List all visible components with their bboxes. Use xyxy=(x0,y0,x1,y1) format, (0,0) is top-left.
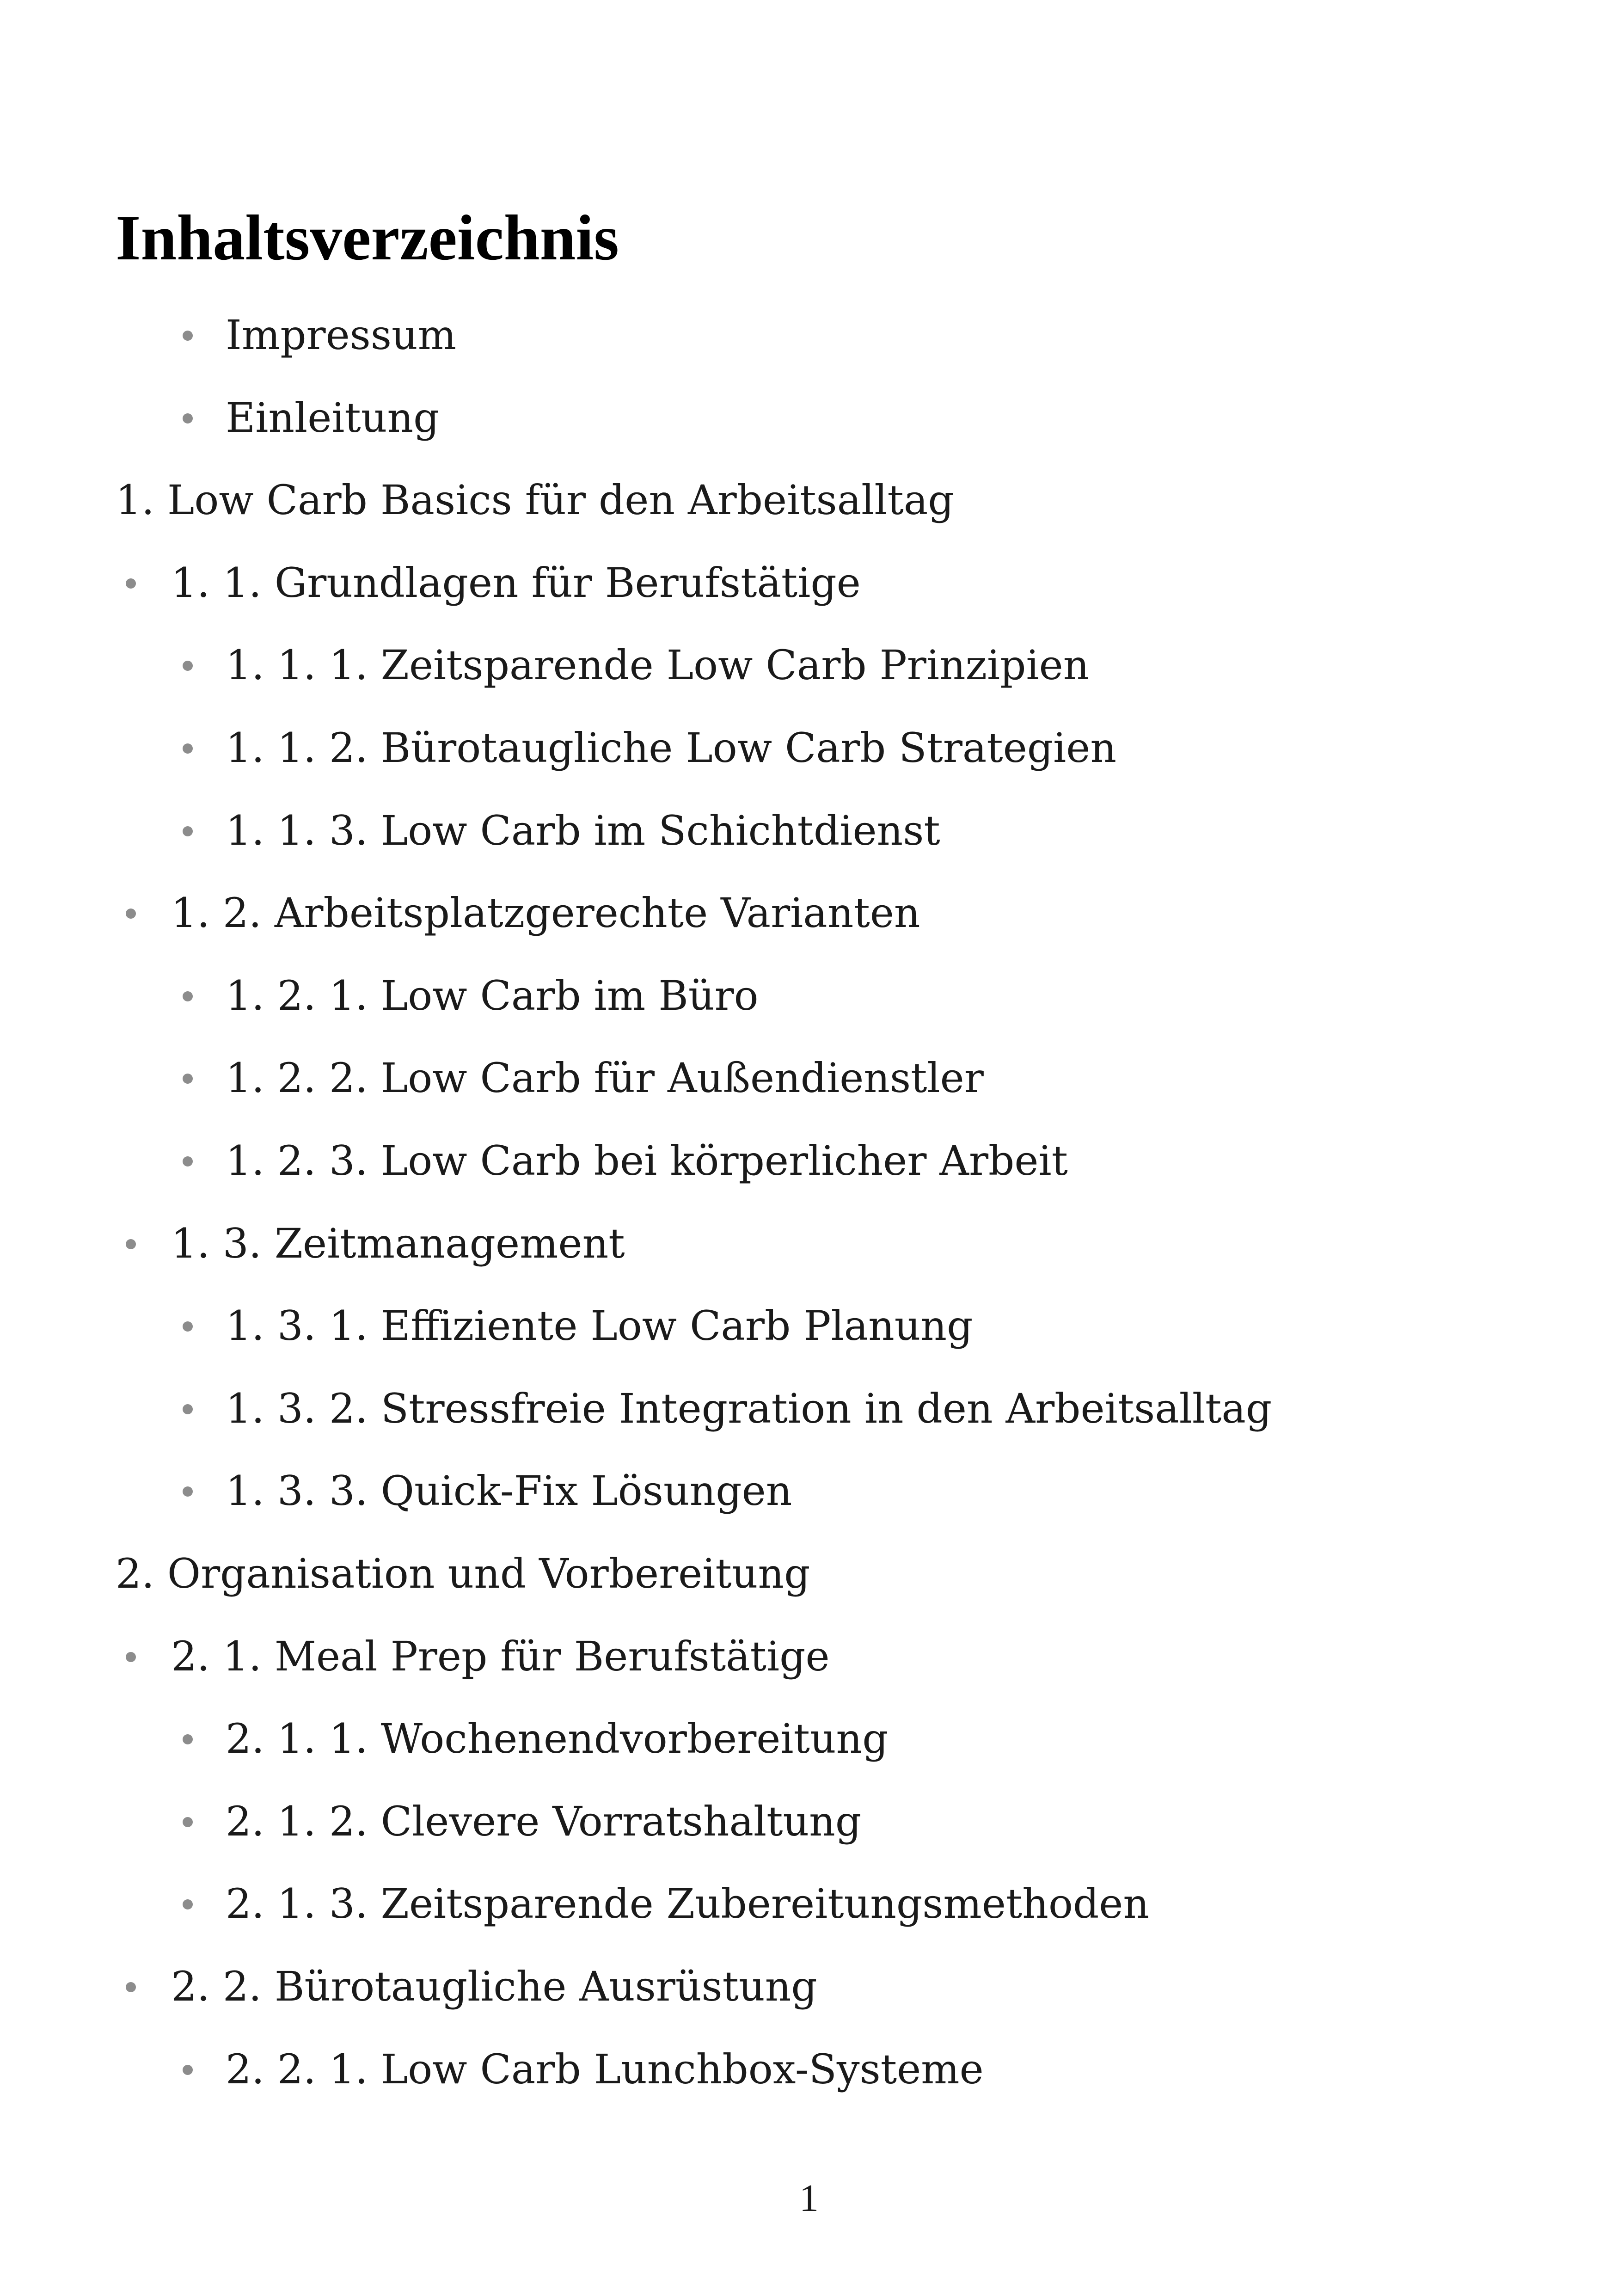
toc-link[interactable]: 2. Organisation und Vorbereitung xyxy=(116,1550,810,1597)
toc-subsection-entry xyxy=(0,1376,1618,1459)
bullet-icon xyxy=(183,1156,193,1166)
toc-chapter-entry xyxy=(0,1541,1618,1624)
bullet-icon xyxy=(126,578,136,589)
bullet-icon xyxy=(183,413,193,424)
toc-link[interactable]: 1. 1. 1. Zeitsparende Low Carb Prinzipien xyxy=(226,641,1090,689)
toc-link[interactable]: 1. 3. 1. Effiziente Low Carb Planung xyxy=(226,1302,973,1350)
bullet-icon xyxy=(183,1404,193,1414)
bullet-icon xyxy=(183,1734,193,1744)
bullet-icon xyxy=(183,1899,193,1909)
bullet-icon xyxy=(183,1074,193,1084)
toc-subsection-entry xyxy=(0,386,1618,468)
toc-link[interactable]: 1. 1. 3. Low Carb im Schichtdienst xyxy=(226,807,940,854)
toc-section-entry xyxy=(0,1624,1618,1707)
bullet-icon xyxy=(183,743,193,754)
page-number: 1 xyxy=(799,2177,819,2220)
toc-subsection-entry xyxy=(0,1046,1618,1128)
toc-link[interactable]: 1. 2. 3. Low Carb bei körperlicher Arbeit xyxy=(226,1137,1068,1185)
bullet-icon xyxy=(183,991,193,1001)
toc-link[interactable]: 2. 1. 3. Zeitsparende Zubereitungsmethoden xyxy=(226,1880,1150,1928)
bullet-icon xyxy=(183,826,193,836)
toc-subsection-entry xyxy=(0,1707,1618,1789)
toc-subsection-entry xyxy=(0,633,1618,715)
toc-link[interactable]: 2. 2. 1. Low Carb Lunchbox-Systeme xyxy=(226,2045,984,2093)
toc-section-entry xyxy=(0,881,1618,963)
bullet-icon xyxy=(183,1321,193,1332)
page-title: Inhaltsverzeichnis xyxy=(116,202,619,274)
toc-chapter-entry xyxy=(0,468,1618,550)
toc-subsection-entry xyxy=(0,1129,1618,1211)
toc-link[interactable]: 1. 2. Arbeitsplatzgerechte Varianten xyxy=(171,889,920,937)
toc-subsection-entry xyxy=(0,1294,1618,1376)
bullet-icon xyxy=(183,331,193,341)
bullet-icon xyxy=(126,1239,136,1249)
toc-link[interactable]: 1. 1. 2. Bürotaugliche Low Carb Strategien xyxy=(226,724,1117,772)
toc-subsection-entry xyxy=(0,716,1618,798)
toc-link[interactable]: 1. 1. Grundlagen für Berufstätige xyxy=(171,559,861,607)
toc-section-entry xyxy=(0,1211,1618,1294)
bullet-icon xyxy=(183,2065,193,2075)
bullet-icon xyxy=(183,1817,193,1827)
bullet-icon xyxy=(126,909,136,919)
toc-link[interactable]: 1. 2. 1. Low Carb im Büro xyxy=(226,972,759,1019)
toc-link[interactable]: 1. Low Carb Basics für den Arbeitsalltag xyxy=(116,476,954,524)
toc-subsection-entry xyxy=(0,2037,1618,2119)
bullet-icon xyxy=(126,1982,136,1992)
toc-link[interactable]: Einleitung xyxy=(226,394,440,442)
toc-link[interactable]: 2. 1. Meal Prep für Berufstätige xyxy=(171,1633,830,1680)
bullet-icon xyxy=(183,661,193,671)
toc-subsection-entry xyxy=(0,1789,1618,1872)
toc-subsection-entry xyxy=(0,303,1618,385)
toc-link[interactable]: 1. 3. 3. Quick-Fix Lösungen xyxy=(226,1467,792,1515)
bullet-icon xyxy=(126,1652,136,1662)
toc-link[interactable]: 2. 1. 1. Wochenendvorbereitung xyxy=(226,1715,889,1762)
toc-subsection-entry xyxy=(0,798,1618,881)
toc-subsection-entry xyxy=(0,1459,1618,1541)
toc-subsection-entry xyxy=(0,964,1618,1046)
toc-link[interactable]: 1. 3. Zeitmanagement xyxy=(171,1220,625,1267)
toc-link[interactable]: 1. 3. 2. Stressfreie Integration in den Arbeitsalltag xyxy=(226,1385,1272,1432)
toc-section-entry xyxy=(0,1954,1618,2037)
toc-link[interactable]: 2. 1. 2. Clevere Vorratshaltung xyxy=(226,1798,862,1845)
bullet-icon xyxy=(183,1486,193,1497)
toc-subsection-entry xyxy=(0,1872,1618,1954)
toc-section-entry xyxy=(0,551,1618,633)
toc-link[interactable]: 2. 2. Bürotaugliche Ausrüstung xyxy=(171,1963,817,2010)
toc-link[interactable]: Impressum xyxy=(226,311,457,359)
toc-link[interactable]: 1. 2. 2. Low Carb für Außendienstler xyxy=(226,1054,984,1102)
